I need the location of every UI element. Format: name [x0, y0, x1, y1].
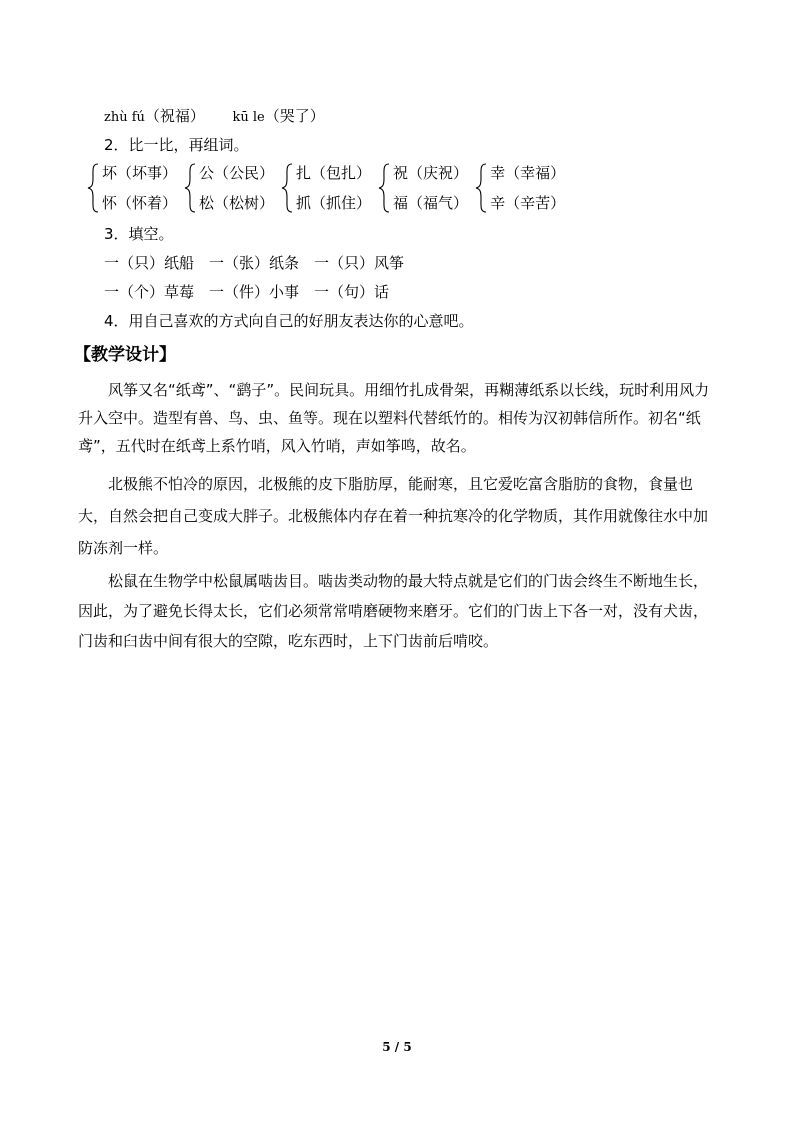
word-zhufu: （祝福） [144, 107, 205, 125]
compare-top-word: 公（公民） [199, 164, 275, 182]
pinyin-zhufu: zhù fú [104, 110, 145, 125]
question-2-title: 2．比一比，再组词。 [104, 136, 249, 154]
word-kule: （哭了） [264, 107, 325, 125]
pinyin-line [104, 106, 325, 128]
left-brace-icon [280, 162, 294, 214]
compare-group [280, 162, 371, 214]
question-3-line-1: 一（只）纸船 一（张）纸条 一（只）风筝 [104, 254, 405, 272]
paragraph-text: 松鼠在生物学中松鼠属啮齿目。啮齿类动物的最大特点就是它们的门齿会终生不断地生长，因此，为了避免长得太长，它们必须常常啃磨硬物来磨牙。它们的门齿上下各一对，没有犬齿，门齿和臼齿中间有很大的空隙，吃东西时，上下门齿前后啃咬。 [78, 572, 709, 650]
left-brace-icon [183, 162, 197, 214]
compare-bottom-word: 抓（抓住） [296, 194, 372, 212]
section-heading: 【教学设计】 [74, 345, 176, 365]
paragraph-text: 风筝又名“纸鸢”、“鹞子”。民间玩具。用细竹扎成骨架，再糊薄纸系以长线，玩时利用风力升入空中。造型有兽、鸟、虫、鱼等。现在以塑料代替纸竹的。相传为汉初韩信所作。初名“纸鸢”，五代时在纸鸢上系竹哨，风入竹哨，声如筝鸣，故名。 [78, 381, 710, 455]
paragraph-text: 北极熊不怕冷的原因，北极熊的皮下脂肪厚，能耐寒，且它爱吃富含脂肪的食物，食量也大，自然会把自己变成大胖子。北极熊体内存在着一种抗寒冷的化学物质，其作用就像往水中加防冻剂一样。 [78, 475, 709, 557]
compare-bottom-word: 怀（怀着） [102, 194, 178, 212]
question-4-title: 4．用自己喜欢的方式向自己的好朋友表达你的心意吧。 [104, 312, 474, 330]
compare-top-word: 幸（幸福） [490, 164, 566, 182]
pinyin-kule: kū le [232, 110, 265, 125]
left-brace-icon [377, 162, 391, 214]
left-brace-icon [86, 162, 100, 214]
compare-top-word: 扎（包扎） [296, 164, 372, 182]
paragraph-kite [78, 376, 718, 460]
compare-top-word: 坏（坏事） [102, 164, 178, 182]
compare-group [377, 162, 468, 214]
question-3-title: 3．填空。 [104, 225, 174, 243]
compare-group [86, 162, 177, 214]
paragraph-polar-bear [78, 468, 718, 564]
left-brace-icon [474, 162, 488, 214]
compare-bottom-word: 福（福气） [393, 194, 469, 212]
compare-bottom-word: 松（松树） [199, 194, 275, 212]
compare-bottom-word: 辛（辛苦） [490, 194, 566, 212]
question-3-line-2: 一（个）草莓 一（件）小事 一（句）话 [104, 283, 390, 301]
compare-group [183, 162, 274, 214]
page-number: 5 / 5 [382, 1040, 412, 1054]
paragraph-squirrel [78, 566, 718, 656]
compare-groups [86, 162, 571, 214]
compare-group [474, 162, 565, 214]
compare-top-word: 祝（庆祝） [393, 164, 469, 182]
